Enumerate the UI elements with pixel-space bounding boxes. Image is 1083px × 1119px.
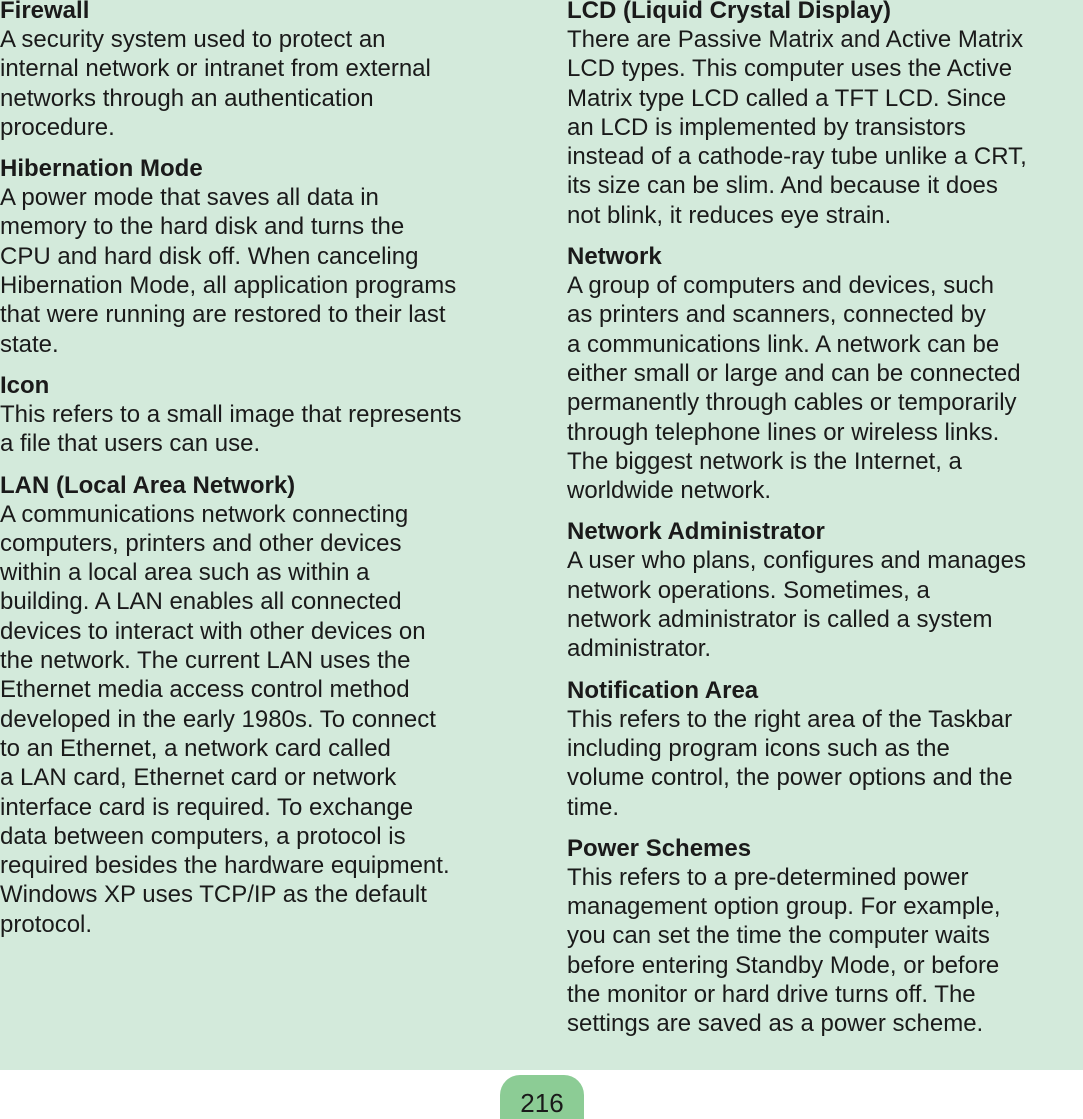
- glossary-term: Icon: [0, 371, 50, 399]
- glossary-term: Network: [567, 243, 662, 271]
- glossary-entry: [567, 0, 1083, 230]
- glossary-entry: [567, 834, 1083, 1039]
- page-number-tab: [500, 1075, 584, 1119]
- glossary-definition: A security system used to protect an internal network or intranet from external networks through an authentication procedure.: [0, 26, 431, 141]
- glossary-definition: A power mode that saves all data in memory to the hard disk and turns the CPU and hard disk off. When canceling Hibernation Mode, all application programs that were running are restored to their last state.: [0, 184, 457, 358]
- glossary-term: LCD (Liquid Crystal Display): [567, 0, 892, 24]
- glossary-entry: [567, 242, 1083, 505]
- glossary-definition: There are Passive Matrix and Active Matrix LCD types. This computer uses the Active Matrix type LCD called a TFT LCD. Since an LCD is implemented by transistors instead of a cathode-ray tube unlike a CRT, its size can be slim. And because it does not blink, it reduces eye strain.: [567, 26, 1027, 229]
- glossary-term: LAN (Local Area Network): [0, 471, 296, 499]
- glossary-definition: This refers to the right area of the Taskbar including program icons such as the volume control, the power options and the time.: [567, 705, 1013, 821]
- glossary-definition: A user who plans, configures and manages network operations. Sometimes, a network administrator is called a system administrator.: [567, 547, 1026, 663]
- glossary-entry: [0, 0, 530, 142]
- glossary-entry: [567, 517, 1083, 663]
- glossary-entry: [0, 471, 530, 939]
- page-number: 216: [520, 1088, 564, 1118]
- glossary-term: Notification Area: [567, 676, 759, 704]
- glossary-column-right: [567, 0, 1083, 1051]
- glossary-definition: A communications network connecting computers, printers and other devices within a local area such as within a building. A LAN enables all connected devices to interact with other devices on the network. The current LAN uses the Ethernet media access control method developed in the early 1980s. To connect to an Ethernet, a network card called a LAN card, Ethernet card or network interface card is required. To exchange data between computers, a protocol is required besides the hardware equipment. Windows XP uses TCP/IP as the default protocol.: [0, 500, 450, 938]
- glossary-entry: [567, 676, 1083, 822]
- glossary-entry: [0, 154, 530, 359]
- glossary-entry: [0, 371, 530, 459]
- glossary-term: Hibernation Mode: [0, 155, 203, 183]
- glossary-term: Firewall: [0, 0, 90, 24]
- glossary-term: Network Administrator: [567, 518, 825, 546]
- glossary-definition: A group of computers and devices, such as printers and scanners, connected by a communications link. A network can be either small or large and can be connected permanently through cables or temporarily through telephone lines or wireless links. The biggest network is the Internet, a worldwide network.: [567, 272, 1021, 505]
- glossary-column-left: [0, 0, 530, 951]
- glossary-definition: This refers to a small image that represents a file that users can use.: [0, 400, 462, 458]
- glossary-definition: This refers to a pre-determined power management option group. For example, you can set the time the computer waits before entering Standby Mode, or before the monitor or hard drive turns off. The settings are saved as a power scheme.: [567, 863, 1001, 1038]
- glossary-term: Power Schemes: [567, 834, 752, 862]
